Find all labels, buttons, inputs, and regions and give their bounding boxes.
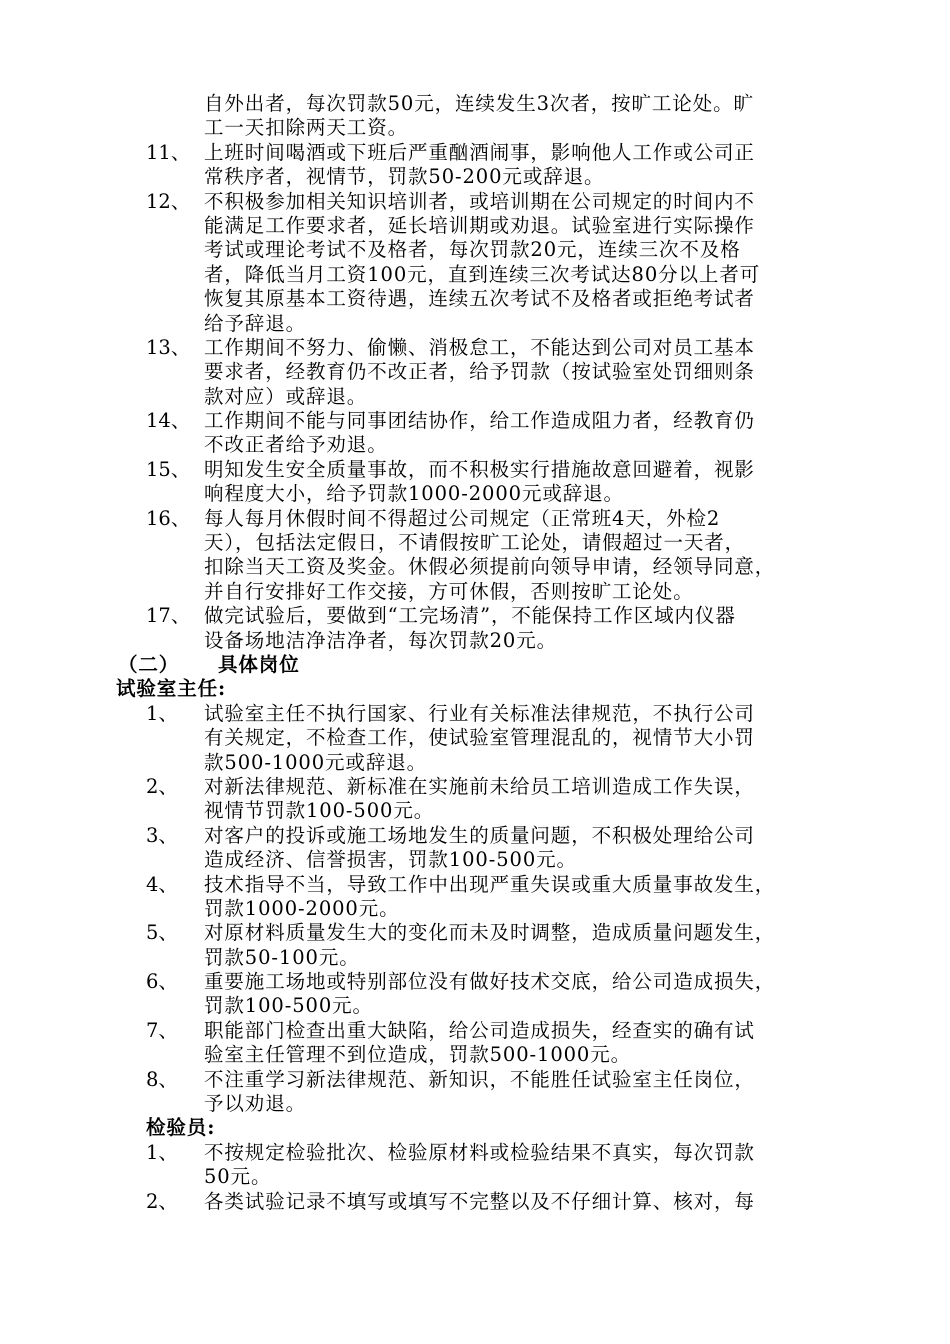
item-number: 14、 — [146, 409, 191, 433]
text-line — [0, 580, 950, 604]
text-line — [0, 360, 950, 384]
item-text: 不积极参加相关知识培训者，或培训期在公司规定的时间内不 — [204, 189, 755, 213]
item-text: 予以劝退。 — [204, 1092, 307, 1116]
text-line — [0, 312, 950, 336]
item-text: 款对应）或辞退。 — [204, 384, 368, 408]
item-text: 恢复其原基本工资待遇，连续五次考试不及格者或拒绝考试者 — [204, 287, 755, 311]
item-text: 明知发生安全质量事故，而不积极实行措施故意回避着，视影 — [204, 457, 755, 481]
text-line — [0, 1141, 950, 1165]
item-number: 11、 — [146, 140, 191, 164]
item-number: 16、 — [146, 506, 191, 530]
item-text: 对原材料质量发生大的变化而未及时调整，造成质量问题发生， — [204, 921, 776, 945]
text-line — [0, 165, 950, 189]
item-text: 有关规定，不检查工作，使试验室管理混乱的，视情节大小罚 — [204, 726, 755, 750]
item-number: 1、 — [146, 1140, 178, 1164]
text-line — [0, 482, 950, 506]
item-text: 罚款1000-2000元。 — [204, 896, 400, 920]
item-text: 常秩序者，视情节，罚款50-200元或辞退。 — [204, 165, 605, 189]
item-text: 做完试验后，要做到“工完场清”，不能保持工作区域内仪器 — [204, 604, 736, 628]
text-line — [0, 507, 950, 531]
item-number: 5、 — [146, 921, 178, 945]
item-text: 每人每月休假时间不得超过公司规定（正常班4天，外检2 — [204, 506, 721, 530]
text-line — [0, 141, 950, 165]
item-text: 罚款100-500元。 — [204, 994, 373, 1018]
item-text: 各类试验记录不填写或填写不完整以及不仔细计算、核对，每 — [204, 1189, 755, 1213]
item-text: 响程度大小，给予罚款1000-2000元或辞退。 — [204, 482, 624, 506]
item-number: 2、 — [146, 1189, 178, 1213]
item-text: 试验室主任不执行国家、行业有关标准法律规范，不执行公司 — [204, 701, 755, 725]
item-text: 验室主任管理不到位造成，罚款500-1000元。 — [204, 1043, 632, 1067]
role-heading: 试验室主任: — [116, 677, 227, 701]
text-line — [0, 702, 950, 726]
text-line — [0, 1019, 950, 1043]
text-line — [0, 385, 950, 409]
inspector-heading — [0, 1116, 950, 1140]
item-text: 上班时间喝酒或下班后严重酗酒闹事，影响他人工作或公司正 — [204, 140, 755, 164]
item-number: 4、 — [146, 872, 178, 896]
item-text: 工作期间不能与同事团结协作，给工作造成阻力者，经教育仍 — [204, 409, 755, 433]
item-number: 12、 — [146, 189, 191, 213]
section-number: （二） — [118, 652, 180, 676]
item-text: 工一天扣除两天工资。 — [204, 116, 409, 140]
item-number: 3、 — [146, 823, 178, 847]
text-line — [0, 214, 950, 238]
document-page — [0, 92, 950, 1214]
text-line — [0, 1068, 950, 1092]
item-text: 职能部门检查出重大缺陷，给公司造成损失，经查实的确有试 — [204, 1018, 755, 1042]
text-line — [0, 263, 950, 287]
item-text: 设备场地洁净洁净者，每次罚款20元。 — [204, 628, 558, 652]
text-line — [0, 190, 950, 214]
text-line — [0, 799, 950, 823]
item-number: 1、 — [146, 701, 178, 725]
text-line — [0, 433, 950, 457]
item-text: 并自行安排好工作交接，方可休假，否则按旷工论处。 — [204, 579, 694, 603]
text-line — [0, 994, 950, 1018]
text-line — [0, 1165, 950, 1189]
text-line — [0, 116, 950, 140]
item-text: 重要施工场地或特别部位没有做好技术交底，给公司造成损失， — [204, 970, 776, 994]
item-text: 不改正者给予劝退。 — [204, 433, 388, 457]
text-line — [0, 824, 950, 848]
text-line — [0, 555, 950, 579]
text-line — [0, 946, 950, 970]
item-number: 7、 — [146, 1018, 178, 1042]
text-line — [0, 921, 950, 945]
text-line — [0, 458, 950, 482]
text-line — [0, 287, 950, 311]
text-line — [0, 531, 950, 555]
item-number: 6、 — [146, 970, 178, 994]
section-title: 具体岗位 — [218, 652, 300, 676]
text-line — [0, 238, 950, 262]
item-number: 17、 — [146, 604, 191, 628]
item-text: 技术指导不当，导致工作中出现严重失误或重大质量事故发生， — [204, 872, 776, 896]
item-text: 造成经济、信誉损害，罚款100-500元。 — [204, 848, 577, 872]
director-heading — [0, 677, 950, 701]
text-line — [0, 726, 950, 750]
item-text: 款500-1000元或辞退。 — [204, 750, 428, 774]
item-number: 15、 — [146, 457, 191, 481]
item-text: 工作期间不努力、偷懒、消极怠工，不能达到公司对员工基本 — [204, 335, 755, 359]
item-number: 13、 — [146, 335, 191, 359]
item-text: 能满足工作要求者，延长培训期或劝退。试验室进行实际操作 — [204, 213, 755, 237]
item-text: 对客户的投诉或施工场地发生的质量问题，不积极处理给公司 — [204, 823, 755, 847]
role-heading: 检验员: — [146, 1116, 216, 1140]
item-text: 50元。 — [204, 1165, 272, 1189]
item-number: 2、 — [146, 774, 178, 798]
text-line — [0, 409, 950, 433]
item-text: 者，降低当月工资100元，直到连续三次考试达80分以上者可 — [204, 262, 761, 286]
item-text: 不按规定检验批次、检验原材料或检验结果不真实，每次罚款 — [204, 1140, 755, 1164]
text-line — [0, 629, 950, 653]
item-text: 要求者，经教育仍不改正者，给予罚款（按试验室处罚细则条 — [204, 360, 755, 384]
text-line — [0, 1092, 950, 1116]
item-text: 不注重学习新法律规范、新知识，不能胜任试验室主任岗位， — [204, 1067, 755, 1091]
text-line — [0, 604, 950, 628]
item-number: 8、 — [146, 1067, 178, 1091]
text-line — [0, 873, 950, 897]
text-line — [0, 775, 950, 799]
item-text: 天），包括法定假日，不请假按旷工论处，请假超过一天者， — [204, 531, 746, 555]
item-text: 罚款50-100元。 — [204, 945, 360, 969]
item-text: 视情节罚款100-500元。 — [204, 799, 435, 823]
text-line — [0, 970, 950, 994]
text-line — [0, 1043, 950, 1067]
item-text: 给予辞退。 — [204, 311, 307, 335]
item-text: 自外出者，每次罚款50元，连续发生3次者，按旷工论处。旷 — [204, 92, 754, 115]
text-line — [0, 1190, 950, 1214]
section-heading — [0, 653, 950, 677]
text-line — [0, 897, 950, 921]
item-text: 考试或理论考试不及格者，每次罚款20元，连续三次不及格 — [204, 238, 741, 262]
item-text: 扣除当天工资及奖金。休假必须提前向领导申请，经领导同意， — [204, 555, 776, 579]
text-line — [0, 336, 950, 360]
text-line — [0, 92, 950, 116]
text-line — [0, 751, 950, 775]
item-text: 对新法律规范、新标准在实施前未给员工培训造成工作失误， — [204, 774, 755, 798]
text-line — [0, 848, 950, 872]
